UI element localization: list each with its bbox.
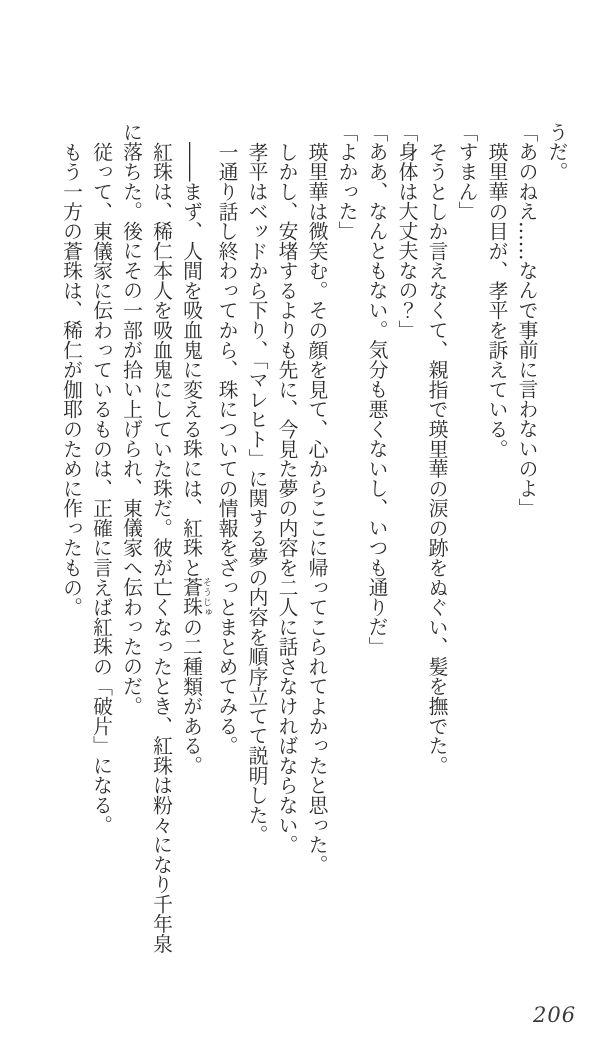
paragraph: もう一方の蒼珠は、稀仁が伽耶のために作ったもの。: [59, 141, 83, 617]
paragraph: そうとしか言えなくて、親指で瑛里華の涙の跡をぬぐい、髪を撫でた。: [425, 141, 448, 776]
page-number: 206: [533, 1003, 577, 1027]
paragraph: 孝平はベッドから下り、「マレヒト」に関する夢の内容を順序立てて説明した。: [245, 141, 268, 845]
paragraph: 紅珠は、稀仁本人を吸血鬼にしていた珠だ。彼が亡くなったとき、紅珠は粉々になり千年泉に落ちた。後にその一部が拾い上げられ、東儀家へ伝わったのだ。: [119, 122, 173, 954]
paragraph-dialogue: 「身体は大丈夫なの？」: [395, 122, 418, 340]
paragraph-dialogue: 「すまん」: [455, 122, 478, 221]
paragraph-with-furigana: [176, 122, 212, 962]
paragraph: 瑛里華は微笑む。その顔を見て、心からここに帰ってこられてよかったと思った。: [305, 141, 328, 875]
paragraph: うだ。: [545, 122, 568, 182]
paragraph-text: の二種類がある。: [179, 616, 203, 776]
paragraph-text: ――まず、人間を吸血鬼に変える珠には、紅珠と: [179, 141, 203, 578]
furigana-base: 蒼珠: [179, 577, 203, 617]
furigana-reading: そうじゅ: [201, 577, 211, 617]
paragraph: 従って、東儀家に伝わっているものは、正確に言えば紅珠の「破片」になる。: [89, 141, 113, 835]
paragraph-dialogue: 「あのねえ……なんで事前に言わないのよ」: [515, 122, 538, 518]
paragraph-dialogue: 「よかった」: [335, 122, 358, 241]
paragraph-dialogue: 「ああ、なんともない。気分も悪くないし、いつも通りだ」: [365, 122, 388, 657]
furigana-ruby: [179, 577, 211, 617]
vertical-text-block: [61, 122, 571, 962]
paragraph: 一通り話し終わってから、珠についての情報をざっとまとめてみる。: [215, 141, 238, 756]
paragraph: しかし、安堵するよりも先に、今見た夢の内容を二人に話さなければならない。: [275, 141, 298, 855]
paragraph: 瑛里華の目が、孝平を訴えている。: [485, 141, 508, 459]
